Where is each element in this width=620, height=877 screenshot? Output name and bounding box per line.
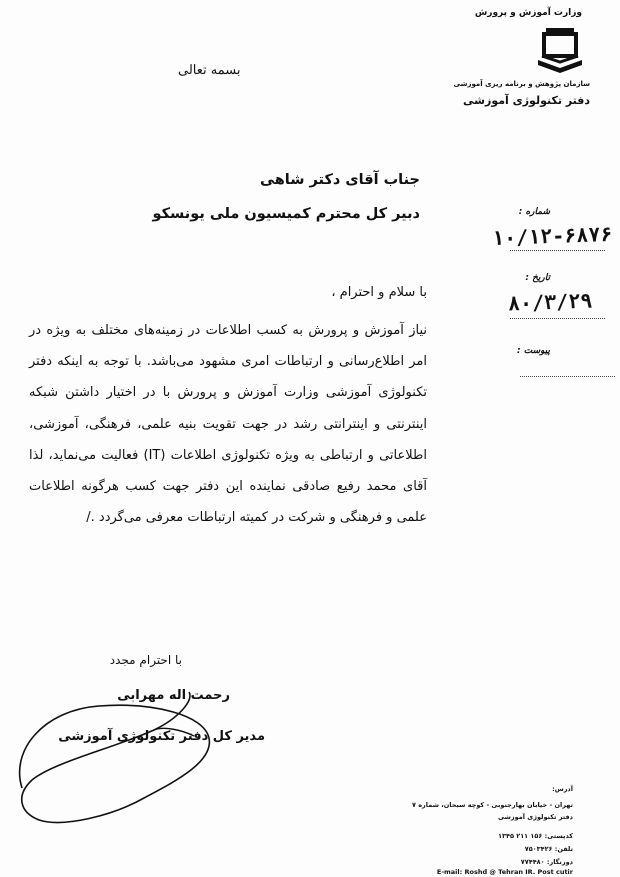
footer-postcode-value: ۱۵۶ ۲۱۱ ۱۳۴۵ bbox=[498, 832, 543, 840]
date-value: ۸۰/۳/۲۹ bbox=[507, 288, 593, 316]
signer-title: مدیر کل دفتر تکنولوژی آموزشی bbox=[58, 729, 265, 744]
greeting: با سلام و احترام ، bbox=[331, 285, 427, 300]
footer-postcode-label: کدپستی: bbox=[544, 832, 573, 840]
footer-office: دفتر تکنولوژی آموزشی bbox=[497, 813, 573, 821]
date-label: تاریخ : bbox=[525, 273, 550, 283]
recipient-name: جناب آقای دکتر شاهی bbox=[260, 172, 420, 188]
footer-fax: دورنگار: ۷۷۴۴۸۰ bbox=[520, 858, 573, 866]
closing-regards: با احترام مجدد bbox=[109, 653, 182, 667]
number-line bbox=[510, 250, 605, 251]
attachment-label: پیوست : bbox=[517, 346, 550, 356]
recipient-title: دبیر کل محترم کمیسیون ملی یونسکو bbox=[152, 206, 420, 222]
attachment-line bbox=[520, 376, 615, 377]
date-line bbox=[510, 318, 605, 319]
footer-address: تهران - خیابان بهارجنوبی - کوچه سبحان، شماره ۷ bbox=[411, 801, 573, 809]
organization-name: سازمان پژوهش و برنامه ریزی آموزشی bbox=[453, 80, 590, 88]
number-label: شماره : bbox=[518, 207, 550, 217]
bismillah-heading: بسمه تعالی bbox=[178, 63, 241, 78]
footer-address-label: آدرس: bbox=[552, 785, 573, 793]
office-name: دفتر تکنولوژی آموزشی bbox=[463, 94, 590, 107]
book-emblem-icon bbox=[530, 24, 590, 78]
ministry-name: وزارت آموزش و پرورش bbox=[474, 8, 582, 18]
number-value: ۱۰/۱۲-۶۸۷۶ bbox=[491, 221, 613, 251]
footer-phone: تلفن: ۷۵۰۳۴۲۶ bbox=[524, 845, 573, 853]
footer-postcode bbox=[498, 832, 573, 840]
footer-email: E-mail: Roshd @ Tehran IR. Post cutir bbox=[436, 868, 573, 876]
signer-name: رحمت اله مهرابی bbox=[117, 688, 230, 703]
body-paragraph: نیاز آموزش و پرورش به کسب اطلاعات در زمینه‌های مختلف به ویژه در امر اطلاع‌رسانی و ارتباطات امری مشهود می‌باشد. با توجه به اینکه دفتر تکنولوژی آموزشی وزارت آموزش و پرورش با در اختیار داشتن شبکه اینترنتی و اینترانتی رشد در جهت تقویت بنیه علمی، فرهنگی، آموزشی، اطلاعاتی و ارتباطی به ویژه تکنولوژی اطلاعات (IT) فعالیت می‌نماید، لذا آقای محمد رفیع صادقی نماینده این دفتر جهت کسب هرگونه اطلاعات علمی و فرهنگی و شرکت در کمیته ارتباطات معرفی می‌گردد ./ bbox=[29, 323, 427, 526]
